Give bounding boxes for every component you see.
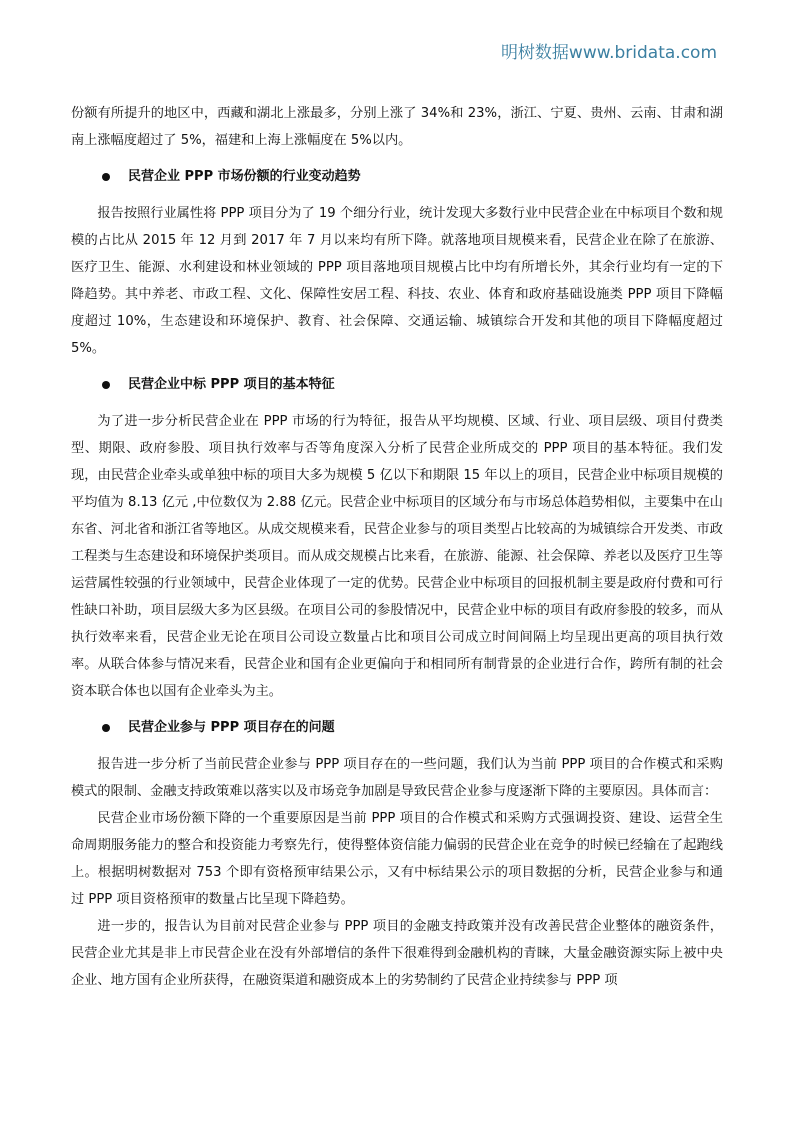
paragraph: 民营企业市场份额下降的一个重要原因是当前 PPP 项目的合作模式和采购方式强调投资、建设、运营全生命周期服务能力的整合和投资能力考察先行，使得整体资信能力偏弱的民营企业在竞争的时候已经输在了起跑线上。根据明树数据对 753 个即有资格预审结果公示，又有中标结果公示的项目数据的分析，民营企业参与和通过 PPP 项目资格预审的数量占比呈现下降趋势。 bbox=[71, 811, 723, 907]
page-header-brand: 明树数据www.bridata.com bbox=[500, 43, 717, 63]
section-title: 民营企业参与 PPP 项目存在的问题 bbox=[128, 720, 335, 735]
paragraph: 报告进一步分析了当前民营企业参与 PPP 项目存在的一些问题，我们认为当前 PPP 项目的合作模式和采购模式的限制、金融支持政策难以落实以及市场竞争加剧是导致民营企业参与度逐渐下降的主要原因。具体而言： bbox=[71, 757, 723, 799]
document-body bbox=[71, 100, 723, 994]
section-heading-industry-trend bbox=[71, 162, 723, 192]
section-heading-basic-features bbox=[71, 370, 723, 400]
paragraph-continuation: 份额有所提升的地区中，西藏和湖北上涨最多，分别上涨了 34%和 23%，浙江、宁夏、贵州、云南、甘肃和湖南上涨幅度超过了 5%，福建和上海上涨幅度在 5%以内。 bbox=[71, 106, 723, 148]
bullet-icon bbox=[102, 173, 110, 181]
bullet-icon bbox=[102, 724, 110, 732]
section-heading-problems bbox=[71, 713, 723, 743]
bullet-icon bbox=[102, 381, 110, 389]
paragraph: 为了进一步分析民营企业在 PPP 市场的行为特征，报告从平均规模、区域、行业、项目层级、项目付费类型、期限、政府参股、项目执行效率与否等角度深入分析了民营企业所成交的 PPP 项目的基本特征。我们发现，由民营企业牵头或单独中标的项目大多为规模 5 亿以下和期限 15 年以上的项目，民营企业中标项目规模的平均值为 8.13 亿元 ,中位数仅为 2.88 亿元。民营企业中标项目的区域分布与市场总体趋势相似，主要集中在山东省、河北省和浙江省等地区。从成交规模来看，民营企业参与的项目类型占比较高的为城镇综合开发类、市政工程类与生态建设和环境保护类项目。而从成交规模占比来看，在旅游、能源、社会保障、养老以及医疗卫生等运营属性较强的行业领域中，民营企业体现了一定的优势。民营企业中标项目的回报机制主要是政府付费和可行性缺口补助，项目层级大多为区县级。在项目公司的参股情况中，民营企业中标的项目有政府参股的较多，而从执行效率来看，民营企业无论在项目公司设立数量占比和项目公司成立时间间隔上均呈现出更高的项目执行效率。从联合体参与情况来看，民营企业和国有企业更偏向于和相同所有制背景的企业进行合作，跨所有制的社会资本联合体也以国有企业牵头为主。 bbox=[71, 414, 723, 699]
section-title: 民营企业中标 PPP 项目的基本特征 bbox=[128, 377, 335, 392]
paragraph: 进一步的，报告认为目前对民营企业参与 PPP 项目的金融支持政策并没有改善民营企业整体的融资条件，民营企业尤其是非上市民营企业在没有外部增信的条件下很难得到金融机构的青睐，大量金融资源实际上被中央企业、地方国有企业所获得，在融资渠道和融资成本上的劣势制约了民营企业持续参与 PPP 项 bbox=[71, 919, 723, 988]
paragraph: 报告按照行业属性将 PPP 项目分为了 19 个细分行业，统计发现大多数行业中民营企业在中标项目个数和规模的占比从 2015 年 12 月到 2017 年 7 月以来均有所下降。就落地项目规模来看，民营企业在除了在旅游、医疗卫生、能源、水利建设和林业领域的 PPP 项目落地项目规模占比中均有所增长外，其余行业均有一定的下降趋势。其中养老、市政工程、文化、保障性安居工程、科技、农业、体育和政府基础设施类 PPP 项目下降幅度超过 10%，生态建设和环境保护、教育、社会保障、交通运输、城镇综合开发和其他的项目下降幅度超过 5%。 bbox=[71, 206, 723, 356]
section-title: 民营企业 PPP 市场份额的行业变动趋势 bbox=[128, 169, 361, 184]
